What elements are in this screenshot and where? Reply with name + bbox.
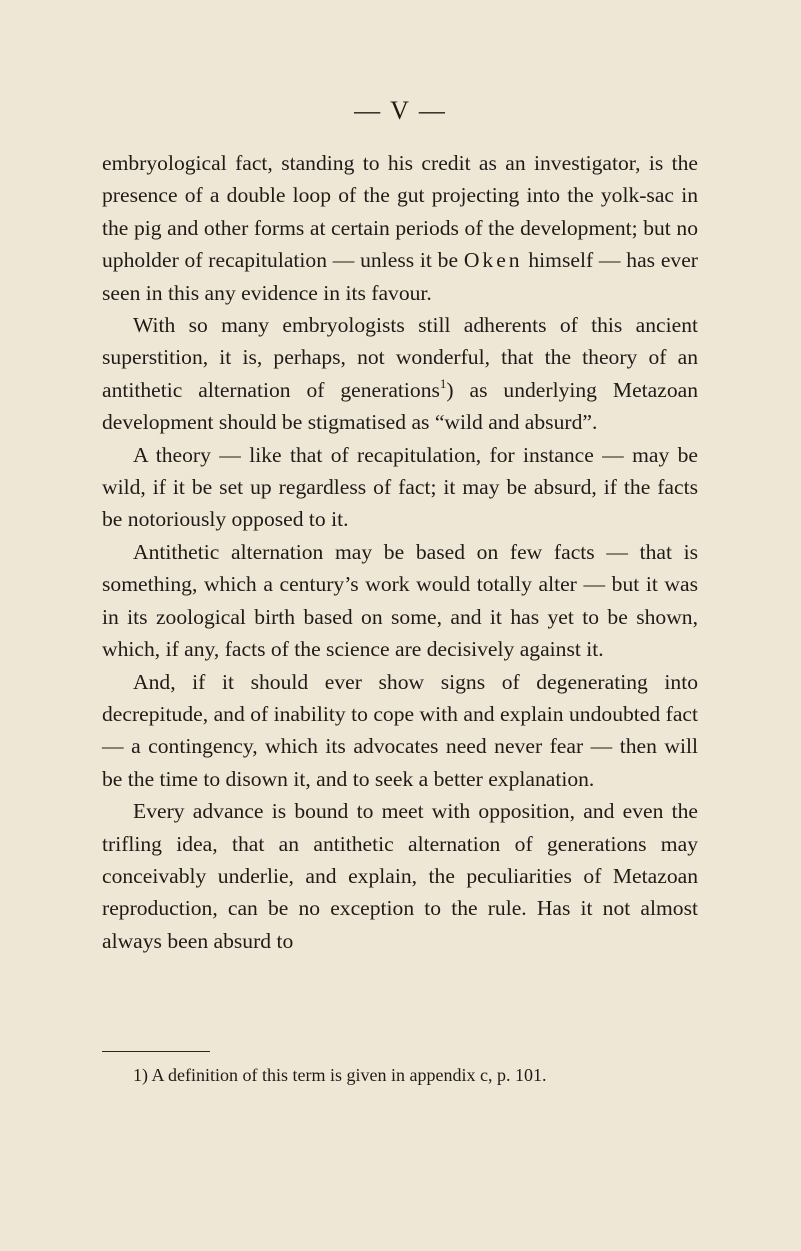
paragraph-2-text-a: With so many embryologists still adherents of this ancient superstition, it is, perhaps, not wonderful, that the theory of an antithetic alternation of generations: [102, 313, 698, 402]
paragraph-2: [102, 309, 698, 439]
page-number: — V —: [354, 96, 447, 125]
paragraph-2-text-b: ) as underlying Metazoan development should be stigmatised as “wild and absurd”.: [102, 377, 698, 435]
paragraph-4: Antithetic alternation may be based on few facts — that is something, which a century’s work would totally alter — but it was in its zoological birth based on some, and it has yet to be shown, which, if any, facts of the science are decisively against it.: [102, 539, 698, 662]
paragraph-3: A theory — like that of recapitulation, for instance — may be wild, if it be set up regardless of fact; it may be absurd, if the facts be notoriously opposed to it.: [102, 442, 698, 532]
footnote: 1) A definition of this term is given in appendix c, p. 101.: [133, 1065, 547, 1085]
paragraph-6: Every advance is bound to meet with opposition, and even the trifling idea, that an antithetic alternation of generations may conceivably underlie, and explain, the peculiarities of Metazoan reproduction, can be no exception to the rule. Has it not almost always been absurd to: [102, 799, 698, 953]
footnote-reference: 1: [439, 375, 447, 391]
paragraph-5: And, if it should ever show signs of degenerating into decrepitude, and of inability to cope with and explain undoubted fact — a contingency, which its advocates need never fear — then will be the time to disown it, and to seek a better explanation.: [102, 669, 698, 791]
paragraph-1-text-b: himself — has ever seen in this any evidence in its favour.: [102, 248, 698, 305]
spaced-name-oken: Oken: [463, 248, 523, 273]
footnote-divider: [102, 1051, 210, 1052]
paragraph-1-text-a: embryological fact, standing to his credit as an investigator, is the presence of a double loop of the gut projecting into the yolk-sac in the pig and other forms at certain periods of the development; but no upholder of recapitulation — unless it be: [102, 151, 698, 273]
paragraph-1: [102, 147, 698, 309]
body-text: [102, 147, 698, 957]
